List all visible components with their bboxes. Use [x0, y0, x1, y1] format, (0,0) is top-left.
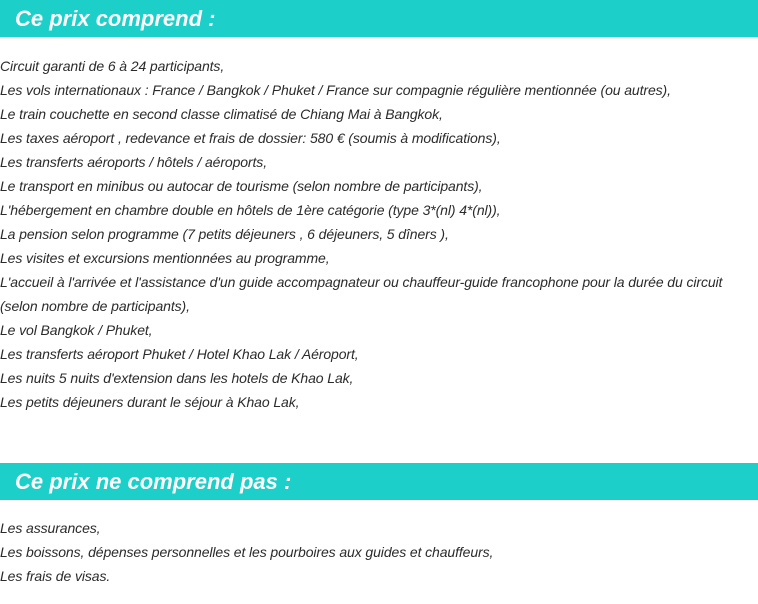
list-item: Les petits déjeuners durant le séjour à Khao Lak, — [0, 394, 300, 410]
list-item: La pension selon programme (7 petits déjeuners , 6 déjeuners, 5 dîners ), — [0, 226, 449, 242]
list-item: Le train couchette en second classe climatisé de Chiang Mai à Bangkok, — [0, 106, 443, 122]
list-item: Les frais de visas. — [0, 568, 111, 584]
price-includes-header — [0, 0, 758, 37]
price-excludes-header — [0, 463, 758, 500]
price-includes-title: Ce prix comprend : — [15, 6, 216, 31]
list-item: Les transferts aéroport Phuket / Hotel Khao Lak / Aéroport, — [0, 346, 359, 362]
list-item: Les taxes aéroport , redevance et frais de dossier: 580 € (soumis à modifications), — [0, 130, 501, 146]
list-item: Les vols internationaux : France / Bangkok / Phuket / France sur compagnie régulière mentionnée (ou autres), — [0, 82, 671, 98]
list-item: Circuit garanti de 6 à 24 participants, — [0, 58, 225, 74]
list-item: L'accueil à l'arrivée et l'assistance d'un guide accompagnateur ou chauffeur-guide francophone pour la durée du circuit (selon nombre de participants), — [0, 274, 723, 314]
price-excludes-list — [0, 516, 752, 588]
price-includes-list — [0, 54, 752, 414]
list-item: Le vol Bangkok / Phuket, — [0, 322, 153, 338]
list-item: Les transferts aéroports / hôtels / aéroports, — [0, 154, 267, 170]
list-item: L'hébergement en chambre double en hôtels de 1ère catégorie (type 3*(nl) 4*(nl)), — [0, 202, 501, 218]
price-excludes-title: Ce prix ne comprend pas : — [15, 469, 292, 494]
list-item: Les assurances, — [0, 520, 101, 536]
list-item: Les boissons, dépenses personnelles et les pourboires aux guides et chauffeurs, — [0, 544, 494, 560]
list-item: Les nuits 5 nuits d'extension dans les hotels de Khao Lak, — [0, 370, 354, 386]
list-item: Le transport en minibus ou autocar de tourisme (selon nombre de participants), — [0, 178, 483, 194]
list-item: Les visites et excursions mentionnées au programme, — [0, 250, 330, 266]
